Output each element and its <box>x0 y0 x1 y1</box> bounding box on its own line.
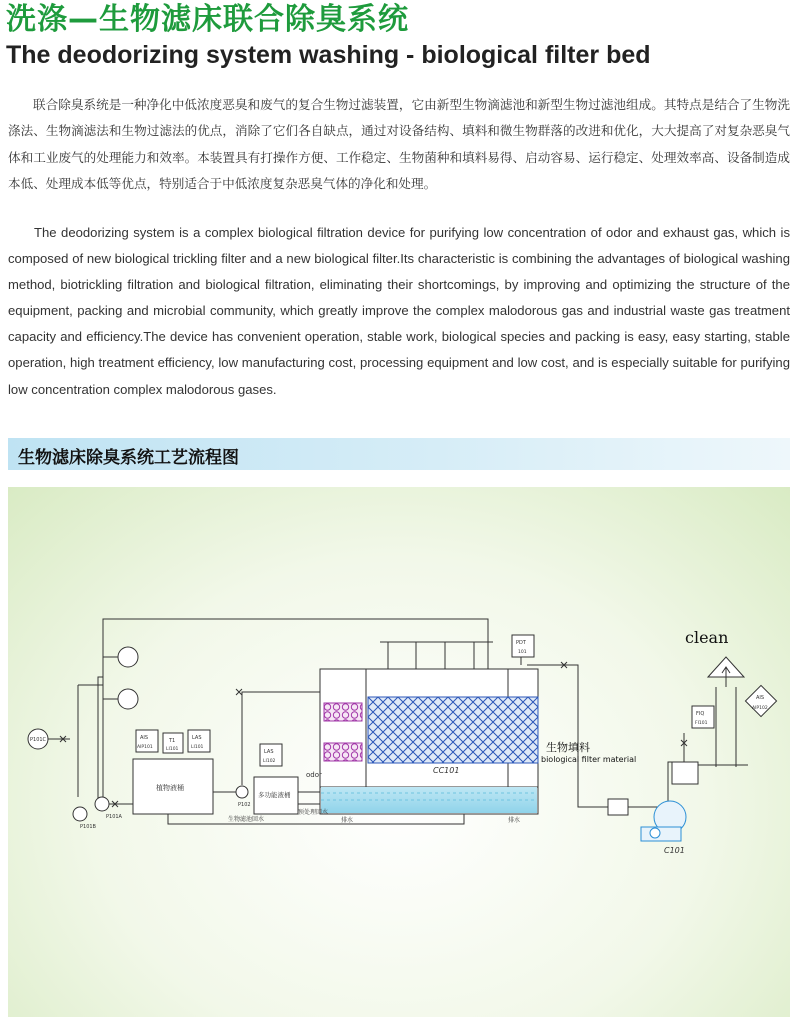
drain2-label: 排水 <box>508 817 521 824</box>
tag-aip102: AIP102 <box>752 706 768 711</box>
tank1-label: 植物液桶 <box>156 784 184 792</box>
tag-li101b: LI101 <box>191 745 204 750</box>
tag-fiq: FIQ <box>696 711 705 717</box>
tag-ais: AIS <box>140 735 149 741</box>
tag-p102: P102 <box>238 802 251 808</box>
odor-label: odor <box>306 771 322 779</box>
tag-ais2: AIS <box>756 695 765 701</box>
tag-p101c: P101C <box>30 737 47 743</box>
tag-pdt-id: 101 <box>518 650 527 655</box>
tag-li101: LI101 <box>166 747 179 752</box>
process-flow-diagram <box>8 487 790 1017</box>
page-title-cn: 洗涤—生物滤床联合除臭系统 <box>6 2 409 37</box>
biological-filter-packing <box>368 697 538 763</box>
tag-aip101: AIP101 <box>137 745 153 750</box>
section-title: 生物滤床除臭系统工艺流程图 <box>18 448 239 468</box>
pipe-label: 生物滤池回水 <box>228 816 265 823</box>
intro-paragraph-en: The deodorizing system is a complex biological filtration device for purifying low concentration of odor and exhaust gas, which is composed of new biological trickling filter and a new biological filter.Its characteristic is combining the advantages of biological washing method, biotrickling filtration and biological filtration, eliminating their shortcomings, by improving and optimizing the structure of the equipment, packing and microbial community, which greatly improve the complex malodorous gas and industrial waste gas treatment capacity and efficiency.The device has convenient operation, stable work, biological species and packing is easy, easy starting, stable operation, high treatment efficiency, low manufacturing cost, processing equipment and low cost, and is especially suitable for purifying low concentration complex malodorous gases. <box>8 225 790 397</box>
tag-pdt: PDT <box>516 640 526 646</box>
return-label: 预处理回水 <box>298 809 329 816</box>
tag-p101a: P101A <box>106 814 122 820</box>
tag-fi101: FI101 <box>695 721 708 726</box>
tag-t1: T1 <box>169 738 176 744</box>
tag-las1: LAS <box>192 735 202 741</box>
tag-las2: LAS <box>264 749 274 755</box>
tank2-label: 多功能液桶 <box>258 791 291 799</box>
process-flow-svg <box>8 487 790 1017</box>
intro-paragraph-cn: 联合除臭系统是一种净化中低浓度恶臭和废气的复合生物过滤装置，它由新型生物滴滤池和新型生物过滤池组成。其特点是结合了生物洗涤法、生物滴滤法和生物过滤法的优点，消除了它们各自缺点，通过对设备结构、填料和微生物群落的改进和优化，大大提高了对复杂恶臭气体和工业废气的处理能力和效率。本装置具有打操作方便、工作稳定、生物菌种和填料易得、启动容易、运行稳定、处理效率高、设备制造成本低、处理成本低等优点，特别适合于中低浓度复杂恶臭气体的净化和处理。 <box>8 97 790 191</box>
tag-li102: LI102 <box>263 759 276 764</box>
section-header-bar <box>8 438 790 470</box>
fan-id-label: C101 <box>664 846 685 855</box>
tank-id-label: CC101 <box>433 766 460 775</box>
clean-label: clean <box>685 628 729 647</box>
filter-label-en: biological filter material <box>541 755 637 764</box>
drain-label: 排水 <box>341 817 354 824</box>
page-title-en: The deodorizing system washing - biological filter bed <box>6 41 651 69</box>
filter-label-cn: 生物填料 <box>546 741 590 754</box>
tag-p101b: P101B <box>80 824 96 830</box>
